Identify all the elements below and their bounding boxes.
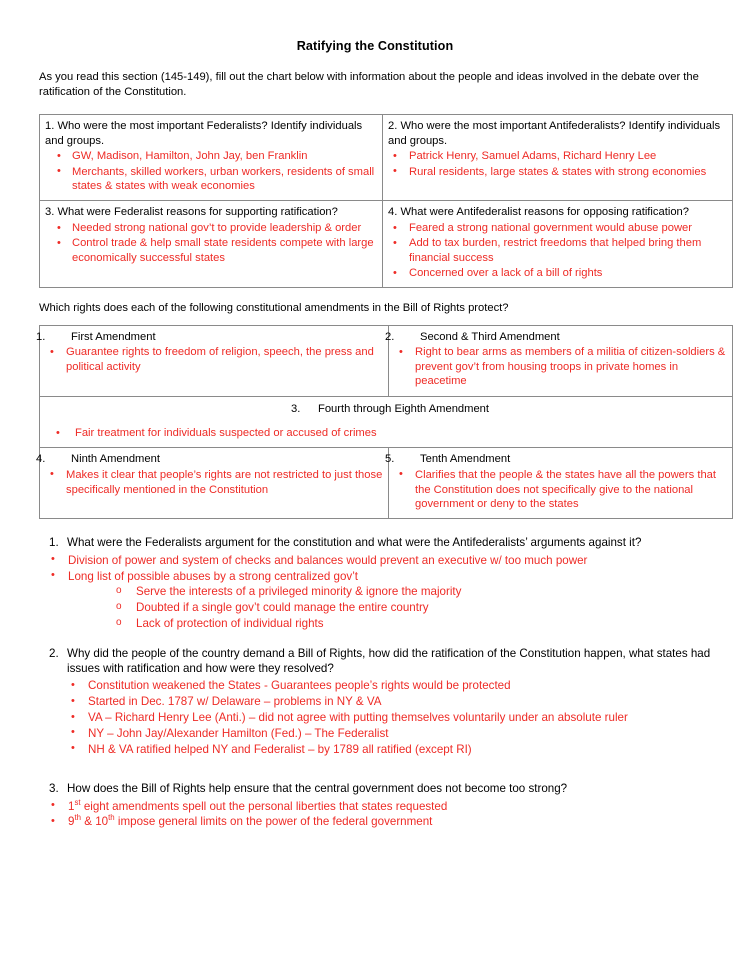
list-item: • VA – Richard Henry Lee (Anti.) – did not agree with putting themselves voluntarily under an absolute ruler — [39, 710, 711, 726]
list-item: • Started in Dec. 1787 w/ Delaware – problems in NY & VA — [39, 694, 711, 710]
question-3-answers — [39, 799, 711, 831]
list-item: • Add to tax burden, restrict freedoms that helped bring them financial success — [388, 236, 727, 265]
question-2-answers — [39, 678, 711, 757]
intro-paragraph: As you read this section (145-149), fill out the chart below with information about the people and ideas involved in the debate over the ratification of the Constitution. — [39, 71, 699, 99]
list-item: • Rural residents, large states & states with strong economies — [388, 165, 727, 180]
list-item: o Lack of protection of individual rights — [39, 616, 711, 632]
list-item: o Doubted if a single gov’t could manage the entire country — [39, 600, 711, 616]
list-item: o Serve the interests of a privileged minority & ignore the majority — [39, 584, 711, 600]
amendment-cell-1 — [36, 325, 389, 396]
list-item: • Division of power and system of checks and balances would prevent an executive w/ too much power — [39, 553, 711, 569]
list-item: • 9th & 10th impose general limits on the power of the federal government — [39, 814, 711, 830]
page-title: Ratifying the Constitution — [296, 39, 454, 53]
chart-cell-2-question: 2. Who were the most important Antifederalists? Identify individuals and groups. — [388, 120, 721, 147]
question-1-answers — [39, 553, 711, 585]
question-2-number: 2. — [49, 646, 59, 660]
chart-cell-1 — [40, 115, 383, 201]
question-block-1 — [39, 535, 711, 631]
list-item: • Feared a strong national government would abuse power — [388, 221, 727, 236]
chart-cell-1-question: 1. Who were the most important Federalists? Identify individuals and groups. — [45, 120, 363, 147]
amendment-cell-1-title — [36, 330, 383, 345]
question-block-3 — [39, 781, 711, 830]
amendment-cell-3 — [40, 396, 733, 448]
amendment-cell-2-title — [385, 330, 727, 345]
list-item: • 1st eight amendments spell out the personal liberties that states requested — [39, 799, 711, 815]
amendment-cell-3-answers — [45, 426, 727, 441]
amendment-cell-2-label: Second & Third Amendment — [420, 330, 560, 343]
amendment-cell-1-number: 1. — [36, 330, 46, 343]
amendments-table — [36, 325, 733, 520]
amendment-cell-4 — [36, 448, 389, 519]
list-item: • Long list of possible abuses by a strong centralized gov’t — [39, 569, 711, 585]
question-1-sub-answers — [39, 584, 711, 631]
amendment-cell-4-number: 4. — [36, 453, 46, 466]
question-3-prompt — [39, 781, 715, 796]
amendment-cell-3-title — [45, 402, 727, 417]
amendment-cell-3-label: Fourth through Eighth Amendment — [317, 402, 490, 415]
amendment-cell-5-answers — [394, 468, 727, 512]
amendment-cell-3-number: 3. — [290, 402, 301, 415]
amendment-cell-4-answers — [45, 468, 383, 497]
question-3-number: 3. — [49, 782, 59, 796]
list-item: • NH & VA ratified helped NY and Federalist – by 1789 all ratified (except RI) — [39, 742, 711, 758]
question-block-2 — [39, 646, 711, 758]
chart-cell-2 — [383, 115, 733, 201]
list-item: • Needed strong national gov’t to provide leadership & order — [45, 221, 377, 236]
chart-cell-4-question: 4. What were Antifederalist reasons for opposing ratification? — [388, 206, 689, 219]
chart-cell-3 — [40, 201, 383, 288]
list-item: • Right to bear arms as members of a militia of citizen-soldiers & prevent gov’t from housing troops in private homes in peacetime — [394, 345, 727, 389]
question-2-text: Why did the people of the country demand a Bill of Rights, how did the ratification of the Constitution happen, what states had issues with ratification and how were they resolved? — [67, 646, 711, 676]
amendment-cell-4-title — [36, 452, 383, 467]
table-row-merged — [40, 396, 733, 448]
table-row — [40, 115, 733, 201]
amendment-cell-2-answers — [394, 345, 727, 389]
amendment-cell-5-title — [385, 452, 727, 467]
amendment-cell-1-answers — [45, 345, 383, 374]
amendment-cell-5 — [385, 448, 733, 519]
chart-cell-2-answers — [388, 149, 727, 179]
question-3-text: How does the Bill of Rights help ensure that the central government does not become too strong? — [67, 782, 568, 796]
list-item: • Clarifies that the people & the states have all the powers that the Constitution does not specifically give to the national government or deny to the states — [394, 468, 727, 512]
question-1-text: What were the Federalists argument for the constitution and what were the Antifederalists’ arguments against it? — [67, 536, 642, 550]
amendment-cell-5-label: Tenth Amendment — [420, 453, 511, 466]
list-item: • NY – John Jay/Alexander Hamilton (Fed.) – The Federalist — [39, 726, 711, 742]
table-row — [40, 325, 733, 396]
amendment-cell-2-number: 2. — [385, 330, 395, 343]
table-row — [40, 201, 733, 288]
chart-cell-4 — [383, 201, 733, 288]
list-item: • Constitution weakened the States - Guarantees people’s rights would be protected — [39, 678, 711, 694]
bill-of-rights-prompt: Which rights does each of the following constitutional amendments in the Bill of Rights protect? — [39, 302, 509, 315]
list-item: • Fair treatment for individuals suspected or accused of crimes — [45, 426, 727, 441]
list-item: • Merchants, skilled workers, urban workers, residents of small states & states with weak economies — [45, 165, 377, 194]
question-1-prompt — [39, 535, 715, 550]
chart-cell-4-answers — [388, 221, 727, 281]
list-item: • Patrick Henry, Samuel Adams, Richard Henry Lee — [388, 149, 727, 164]
amendment-cell-2 — [385, 325, 733, 396]
question-1-number: 1. — [49, 536, 59, 550]
chart-cell-3-answers — [45, 221, 377, 266]
question-2-prompt — [39, 646, 715, 677]
chart-cell-3-question: 3. What were Federalist reasons for supporting ratification? — [45, 206, 338, 219]
amendment-cell-4-label: Ninth Amendment — [71, 453, 160, 466]
list-item: • Concerned over a lack of a bill of rights — [388, 266, 727, 281]
list-item: • Control trade & help small state residents compete with large economically successful states — [45, 236, 377, 265]
amendment-cell-1-label: First Amendment — [71, 330, 156, 343]
list-item: • Makes it clear that people’s rights are not restricted to just those specifically mentioned in the Constitution — [45, 468, 383, 497]
chart-cell-1-answers — [45, 149, 377, 194]
list-item: • GW, Madison, Hamilton, John Jay, ben Franklin — [45, 149, 377, 164]
federalists-chart-table — [39, 114, 733, 288]
list-item: • Guarantee rights to freedom of religion, speech, the press and political activity — [45, 345, 383, 374]
table-row — [40, 448, 733, 519]
amendment-cell-5-number: 5. — [385, 453, 395, 466]
